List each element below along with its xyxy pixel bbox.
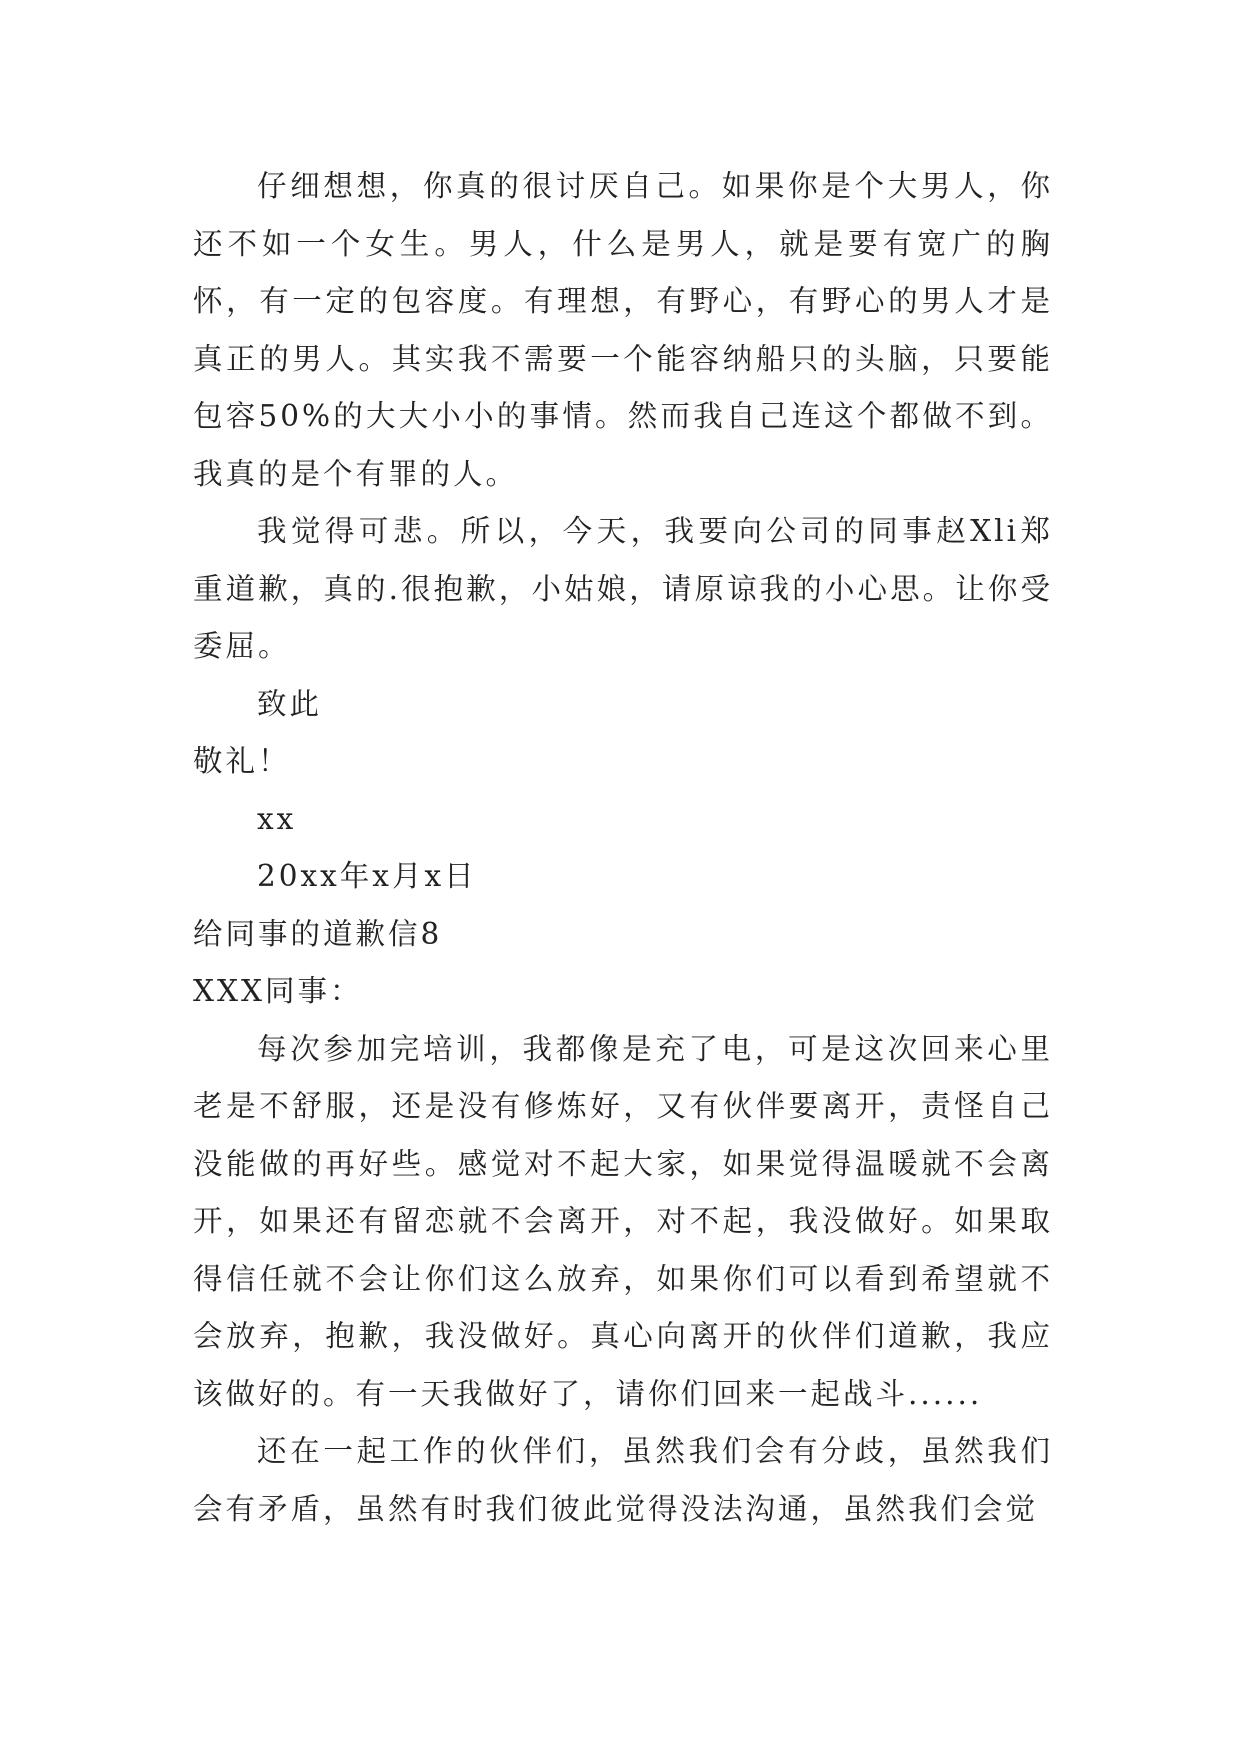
letter-body — [193, 158, 1053, 1538]
signature-name: xx — [257, 801, 297, 836]
paragraph-training-apology: 每次参加完培训，我都像是充了电，可是这次回来心里老是不舒服，还是没有修炼好，又有伙伴要离开，责怪自己没能做的再好些。感觉对不起大家，如果觉得温暖就不会离开，如果还有留恋就不会离开，对不起，我没做好。如果取得信任就不会让你们这么放弃，如果你们可以看到希望就不会放弃，抱歉，我没做好。真心向离开的伙伴们道歉，我应该做好的。有一天我做好了，请你们回来一起战斗...... — [193, 1031, 1053, 1411]
paragraph-self-reflection: 仔细想想，你真的很讨厌自己。如果你是个大男人，你还不如一个女生。男人，什么是男人，就是要有宽广的胸怀，有一定的包容度。有理想，有野心，有野心的男人才是真正的男人。其实我不需要一个能容纳船只的头脑，只要能包容50%的大大小小的事情。然而我自己连这个都做不到。我真的是个有罪的人。 — [193, 169, 1053, 491]
closing-respect: 敬礼！ — [193, 744, 291, 778]
letter-greeting: XXX同事： — [193, 974, 363, 1008]
section-title: 给同事的道歉信8 — [193, 916, 443, 951]
paragraph-apology-to-colleague: 我觉得可悲。所以，今天，我要向公司的同事赵Xli郑重道歉，真的.很抱歉，小姑娘，请原谅我的小心思。让你受委屈。 — [193, 514, 1053, 663]
closing-salutation: 致此 — [257, 686, 323, 721]
signature-date: 20xx年x月x日 — [257, 859, 477, 893]
paragraph-remaining-partners: 还在一起工作的伙伴们，虽然我们会有分歧，虽然我们会有矛盾，虽然有时我们彼此觉得没法沟通，虽然我们会觉 — [193, 1434, 1053, 1526]
